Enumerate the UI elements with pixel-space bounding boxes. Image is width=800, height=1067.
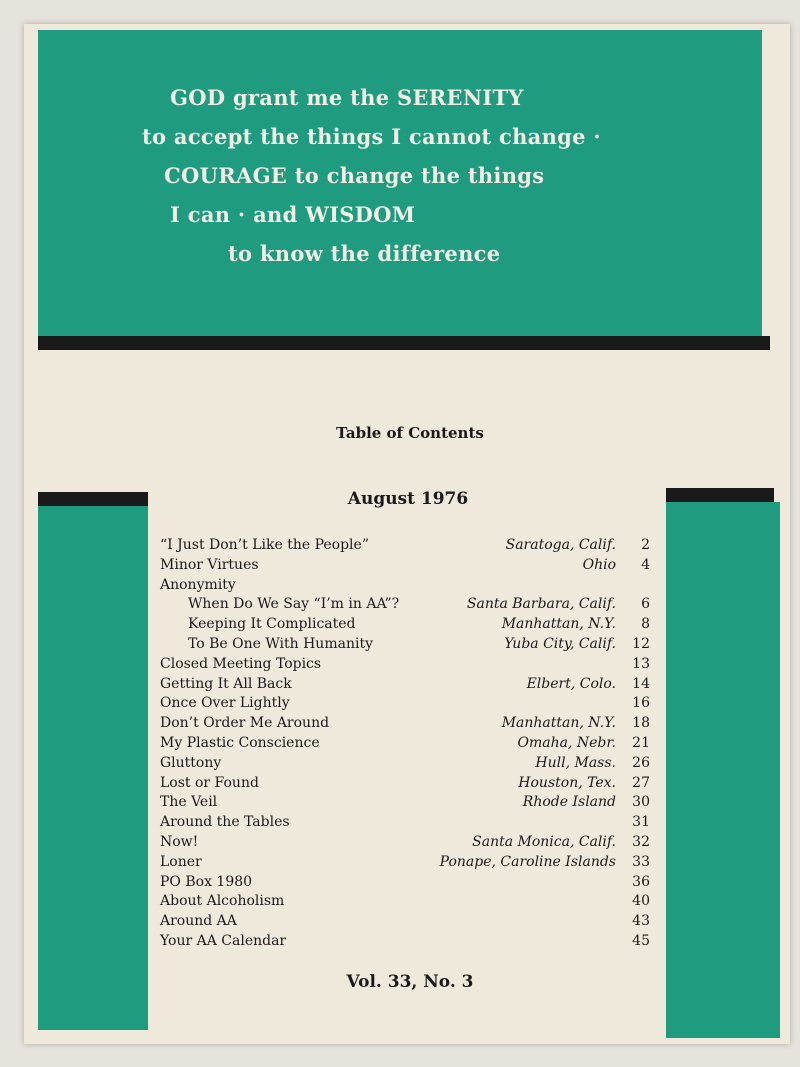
toc-entry-page: 6 <box>641 596 650 613</box>
toc-entry-location: Omaha, Nebr. <box>517 734 616 751</box>
toc-entry <box>160 694 650 714</box>
toc-entry-location: Rhode Island <box>522 794 616 811</box>
volume-number: Vol. 33, No. 3 <box>346 972 474 992</box>
toc-entry-title: Anonymity <box>160 576 236 593</box>
toc-entry-title: Around the Tables <box>160 814 290 831</box>
toc-entry-title: “I Just Don’t Like the People” <box>160 537 369 553</box>
toc-entry-page: 4 <box>641 556 650 573</box>
toc-entry-title: PO Box 1980 <box>160 873 253 890</box>
toc-entry-title: Loner <box>160 853 202 870</box>
toc-entry <box>160 892 650 912</box>
black-band-left <box>38 492 148 506</box>
toc-entry-title: Gluttony <box>160 754 222 771</box>
toc-entry-title: Lost or Found <box>160 774 259 791</box>
toc-entry-page: 32 <box>632 833 650 850</box>
toc-entry <box>160 675 650 695</box>
toc-entry-location: Houston, Tex. <box>518 774 616 791</box>
toc-entry-page: 43 <box>632 913 650 930</box>
toc-entry <box>160 734 650 754</box>
issue-date: August 1976 <box>347 489 469 509</box>
toc-entry-location: Manhattan, N.Y. <box>501 715 616 732</box>
black-band-top <box>38 336 770 350</box>
toc-entry <box>160 932 650 952</box>
teal-panel-left <box>38 506 148 1030</box>
toc-entry <box>160 536 650 556</box>
serenity-prayer <box>38 78 602 273</box>
toc-entry-page: 21 <box>632 734 650 751</box>
toc-entry <box>160 793 650 813</box>
toc-entry-title: My Plastic Conscience <box>160 734 320 751</box>
toc-entry <box>160 714 650 734</box>
toc-entry-page: 26 <box>632 754 650 771</box>
toc-entry-title: Getting It All Back <box>160 675 292 692</box>
toc-entry <box>160 655 650 675</box>
toc-entry <box>160 912 650 932</box>
toc-entry-page: 12 <box>632 635 650 652</box>
toc-entry-page: 45 <box>632 932 650 949</box>
prayer-line: to know the difference <box>228 241 501 266</box>
toc-entry <box>160 595 650 615</box>
prayer-line: I can · and WISDOM <box>170 202 416 227</box>
prayer-line: GOD grant me the SERENITY <box>170 85 524 110</box>
toc-entry-title: Once Over Lightly <box>160 695 290 712</box>
toc-entry-location: Manhattan, N.Y. <box>501 616 616 633</box>
table-of-contents <box>160 536 650 952</box>
toc-entry <box>160 873 650 893</box>
toc-entry-title: Your AA Calendar <box>160 932 287 949</box>
toc-entry-page: 31 <box>632 814 650 831</box>
toc-entry-location: Santa Barbara, Calif. <box>466 596 616 613</box>
toc-entry-title: Now! <box>160 833 199 850</box>
black-band-right <box>666 488 774 502</box>
toc-entry <box>160 635 650 655</box>
toc-entry-title: Closed Meeting Topics <box>160 655 322 672</box>
toc-entry-location: Ponape, Caroline Islands <box>439 853 616 870</box>
toc-entry-title: Keeping It Complicated <box>188 616 356 633</box>
toc-entry-page: 33 <box>632 853 650 870</box>
toc-entry <box>160 556 650 576</box>
toc-entry-title: Around AA <box>160 913 237 930</box>
toc-entry-page: 13 <box>632 655 650 672</box>
toc-entry <box>160 774 650 794</box>
toc-entry-title: Minor Virtues <box>160 556 259 573</box>
toc-entry <box>160 615 650 635</box>
toc-entry <box>160 813 650 833</box>
teal-panel-right <box>666 502 780 1038</box>
toc-entry-title: To Be One With Humanity <box>188 635 373 652</box>
toc-entry-title: When Do We Say “I’m in AA”? <box>188 596 400 613</box>
toc-entry-page: 27 <box>632 774 650 791</box>
toc-entry-page: 18 <box>632 715 650 732</box>
toc-entry-location: Elbert, Colo. <box>526 675 616 692</box>
toc-entry-page: 36 <box>632 873 650 890</box>
toc-entry-page: 14 <box>632 675 650 692</box>
toc-entry <box>160 576 650 596</box>
toc-entry-page: 30 <box>632 794 650 811</box>
toc-entry-location: Santa Monica, Calif. <box>472 833 616 850</box>
toc-entry-page: 8 <box>641 616 650 633</box>
toc-title: Table of Contents <box>336 424 484 442</box>
toc-entry-location: Saratoga, Calif. <box>505 537 616 553</box>
toc-entry-location: Ohio <box>582 556 616 573</box>
toc-entry <box>160 754 650 774</box>
toc-entry-title: The Veil <box>160 794 218 811</box>
toc-entry-location: Yuba City, Calif. <box>504 635 616 652</box>
toc-entry <box>160 853 650 873</box>
toc-entry-page: 2 <box>641 537 650 553</box>
prayer-line: COURAGE to change the things <box>164 163 545 188</box>
toc-entry-page: 40 <box>632 893 650 910</box>
toc-entry <box>160 833 650 853</box>
toc-entry-location: Hull, Mass. <box>535 754 616 771</box>
prayer-line: to accept the things I cannot change · <box>142 124 602 149</box>
toc-entry-page: 16 <box>632 695 650 712</box>
toc-entry-title: Don’t Order Me Around <box>160 715 330 732</box>
toc-entry-title: About Alcoholism <box>160 893 285 910</box>
